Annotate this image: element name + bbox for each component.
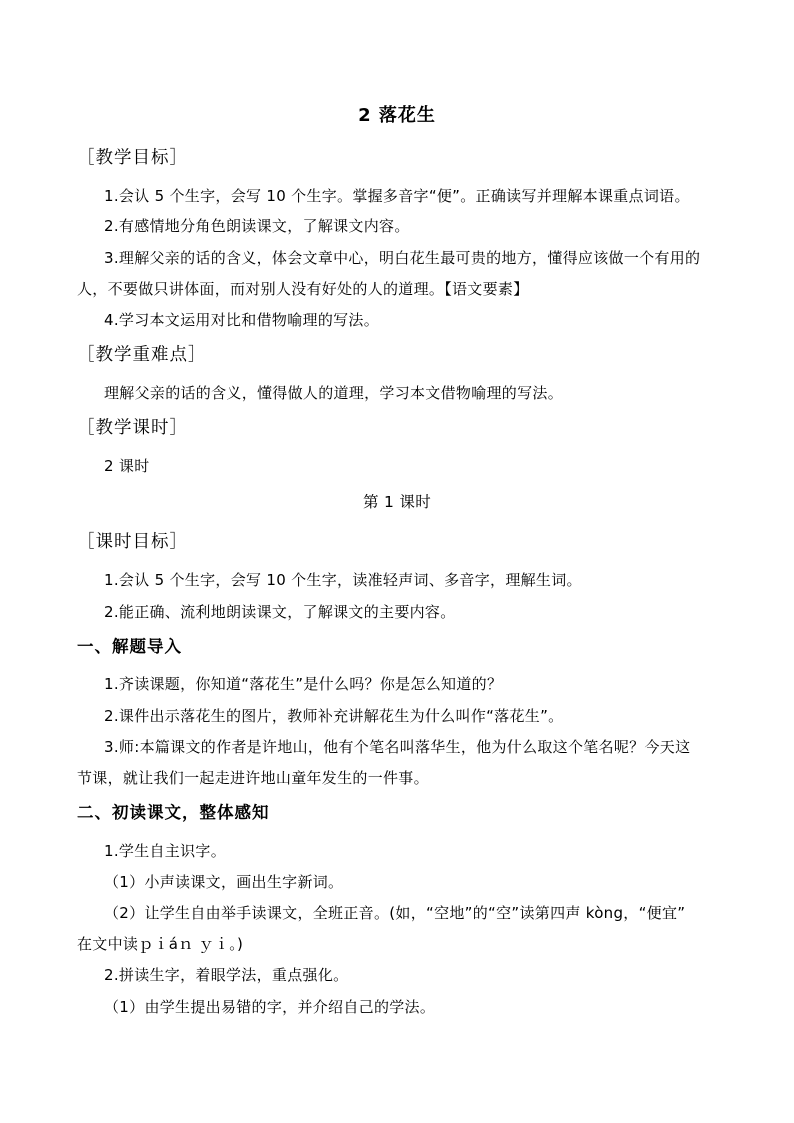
lesson-title: 第 1 课时 bbox=[362, 493, 432, 511]
lesson-goal-line-1: 1.会认 5 个生字，会写 10 个生字，读准轻声词、多音字，理解生词。 bbox=[104, 571, 582, 589]
section-heading-class-hours: ［教学课时］ bbox=[77, 418, 188, 438]
document-title: 2 落花生 bbox=[358, 105, 436, 126]
goal-line-3: 3.理解父亲的话的含义，体会文章中心，明白花生最可贵的地方，懂得应该做一个有用的 bbox=[104, 249, 701, 267]
goal-line-3-cont: 人，不要做只讲体面，而对别人没有好处的人的道理。【语文要素】 bbox=[77, 280, 529, 298]
part-two-line-1: 1.学生自主识字。 bbox=[104, 842, 227, 860]
part-two-line-3-cont: 在文中读ｐｉáｎ ｙｉ。) bbox=[77, 935, 244, 953]
key-points-text: 理解父亲的话的含义，懂得做人的道理，学习本文借物喻理的写法。 bbox=[104, 384, 564, 402]
section-heading-lesson-goals: ［课时目标］ bbox=[77, 532, 188, 552]
part-one-line-2: 2.课件出示落花生的图片，教师补充讲解花生为什么叫作“落花生”。 bbox=[104, 707, 564, 725]
goal-line-4: 4.学习本文运用对比和借物喻理的写法。 bbox=[104, 311, 380, 329]
part-two-line-2: （1）小声读课文，画出生字新词。 bbox=[104, 873, 344, 891]
part-one-heading: 一、解题导入 bbox=[77, 637, 182, 656]
part-one-line-3-cont: 节课，就让我们一起走进许地山童年发生的一件事。 bbox=[77, 769, 429, 787]
part-two-line-3: （2）让学生自由举手读课文，全班正音。(如，“空地”的“空”读第四声 kòng，“便宜” bbox=[104, 904, 686, 922]
part-one-line-1: 1.齐读课题，你知道“落花生”是什么吗？你是怎么知道的？ bbox=[104, 675, 503, 693]
part-two-heading: 二、初读课文，整体感知 bbox=[77, 803, 270, 822]
section-heading-teaching-goals: ［教学目标］ bbox=[77, 148, 188, 168]
class-hours-text: 2 课时 bbox=[104, 457, 150, 475]
lesson-goal-line-2: 2.能正确、流利地朗读课文，了解课文的主要内容。 bbox=[104, 603, 456, 621]
goal-line-1: 1.会认 5 个生字，会写 10 个生字。掌握多音字“便”。正确读写并理解本课重点词语。 bbox=[104, 187, 690, 205]
goal-line-2: 2.有感情地分角色朗读课文，了解课文内容。 bbox=[104, 217, 410, 235]
section-heading-key-points: ［教学重难点］ bbox=[77, 345, 207, 365]
part-two-line-5: （1）由学生提出易错的字，并介绍自己的学法。 bbox=[104, 998, 436, 1016]
part-two-line-4: 2.拼读生字，着眼学法，重点强化。 bbox=[104, 966, 349, 984]
part-one-line-3: 3.师:本篇课文的作者是许地山，他有个笔名叫落华生，他为什么取这个笔名呢？今天这 bbox=[104, 738, 691, 756]
